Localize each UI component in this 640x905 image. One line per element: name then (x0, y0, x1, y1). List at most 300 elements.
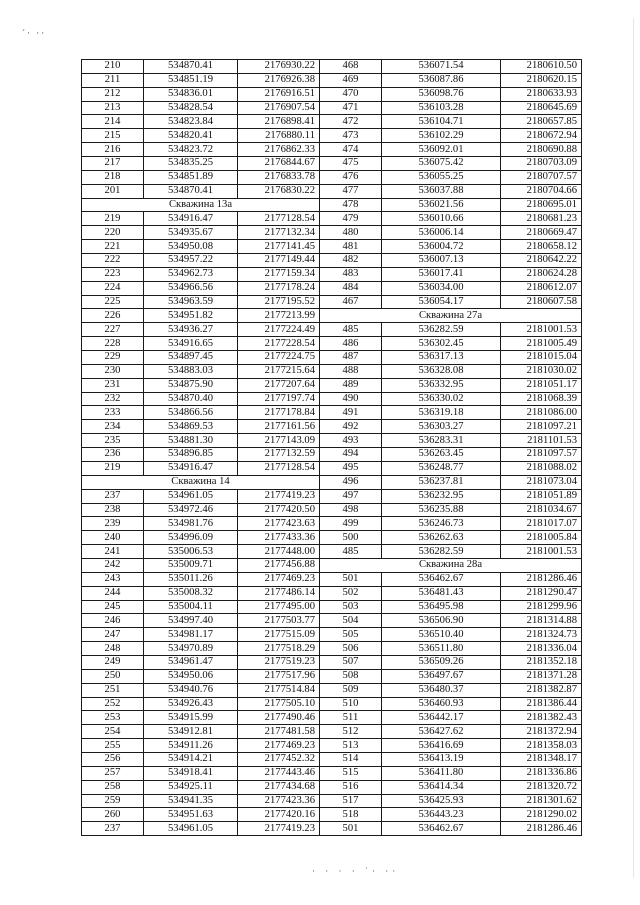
coordinate-y: 2181301.62 (501, 794, 582, 808)
coordinate-y: 2180610.50 (501, 60, 582, 74)
point-number: 218 (82, 170, 144, 184)
point-number: 486 (320, 337, 382, 351)
point-number: 491 (320, 406, 382, 420)
coordinate-row (320, 642, 582, 656)
coordinate-row (320, 475, 582, 489)
coordinate-y: 2181017.07 (501, 517, 582, 531)
coordinate-row (82, 420, 320, 434)
coordinate-row (82, 323, 320, 337)
coordinate-x: 534935.67 (144, 226, 238, 240)
coordinate-x: 536511.80 (382, 642, 501, 656)
coordinate-row (82, 655, 320, 669)
coordinate-y: 2177469.23 (238, 572, 320, 586)
point-number: 510 (320, 697, 382, 711)
coordinate-row (82, 267, 320, 281)
coordinate-x: 536102.29 (382, 129, 501, 143)
coordinate-row (320, 711, 582, 725)
coordinate-row (320, 655, 582, 669)
point-number: 469 (320, 73, 382, 87)
coordinate-y: 2177434.68 (238, 780, 320, 794)
point-number: 514 (320, 752, 382, 766)
coordinate-x: 536006.14 (382, 226, 501, 240)
coordinate-row (82, 794, 320, 808)
coordinate-row (82, 281, 320, 295)
point-number: 474 (320, 143, 382, 157)
point-number: 493 (320, 434, 382, 448)
coordinate-x: 534963.59 (144, 295, 238, 309)
point-number: 505 (320, 628, 382, 642)
coordinate-row (320, 406, 582, 420)
coordinate-y: 2181101.53 (501, 434, 582, 448)
point-number: 213 (82, 101, 144, 115)
coordinate-row (320, 461, 582, 475)
point-number: 223 (82, 267, 144, 281)
point-number: 259 (82, 794, 144, 808)
coordinate-y: 2181051.89 (501, 489, 582, 503)
section-header: Скважина 14 (82, 475, 320, 489)
coordinate-y: 2177420.16 (238, 808, 320, 822)
point-number: 235 (82, 434, 144, 448)
coordinate-x: 534897.45 (144, 351, 238, 365)
coordinate-y: 2177215.64 (238, 364, 320, 378)
coordinate-x: 536017.41 (382, 267, 501, 281)
coordinate-row (320, 822, 582, 836)
point-number: 492 (320, 420, 382, 434)
coordinate-row (82, 129, 320, 143)
coordinate-x: 536037.88 (382, 184, 501, 198)
coordinate-y: 2181290.47 (501, 586, 582, 600)
coordinate-y: 2177159.34 (238, 267, 320, 281)
coordinate-row (320, 752, 582, 766)
coordinate-y: 2177423.63 (238, 517, 320, 531)
coordinate-x: 534875.90 (144, 378, 238, 392)
coordinate-y: 2177505.10 (238, 697, 320, 711)
coordinate-y: 2181358.03 (501, 739, 582, 753)
point-number: 485 (320, 545, 382, 559)
coordinate-x: 534941.35 (144, 794, 238, 808)
coordinate-x: 535011.26 (144, 572, 238, 586)
coordinate-x: 534912.81 (144, 725, 238, 739)
coordinate-y: 2180707.57 (501, 170, 582, 184)
point-number: 210 (82, 60, 144, 74)
coordinate-row (82, 531, 320, 545)
coordinate-x: 536506.90 (382, 614, 501, 628)
point-number: 241 (82, 545, 144, 559)
point-number: 231 (82, 378, 144, 392)
coordinate-x: 534870.41 (144, 60, 238, 74)
coordinate-x: 534961.05 (144, 489, 238, 503)
coordinate-y: 2177224.75 (238, 351, 320, 365)
point-number: 497 (320, 489, 382, 503)
coordinate-y: 2181314.88 (501, 614, 582, 628)
point-number: 513 (320, 739, 382, 753)
coordinate-x: 536246.73 (382, 517, 501, 531)
coordinate-y: 2181015.04 (501, 351, 582, 365)
point-number: 246 (82, 614, 144, 628)
coordinate-x: 536103.28 (382, 101, 501, 115)
coordinate-y: 2181097.21 (501, 420, 582, 434)
coordinate-row (320, 198, 582, 212)
coordinate-x: 536510.40 (382, 628, 501, 642)
point-number: 515 (320, 766, 382, 780)
page-edge-line (633, 18, 634, 878)
point-number: 494 (320, 448, 382, 462)
coordinate-y: 2181097.57 (501, 448, 582, 462)
point-number: 516 (320, 780, 382, 794)
coordinate-row (82, 697, 320, 711)
coordinate-row (320, 60, 582, 74)
coordinate-x: 534970.89 (144, 642, 238, 656)
coordinate-x: 534896.85 (144, 448, 238, 462)
coordinate-y: 2180642.22 (501, 254, 582, 268)
coordinate-y: 2177490.46 (238, 711, 320, 725)
coordinate-y: 2176926.38 (238, 73, 320, 87)
coordinate-y: 2181086.00 (501, 406, 582, 420)
coordinate-row (320, 157, 582, 171)
coordinate-x: 534866.56 (144, 406, 238, 420)
coordinate-y: 2180633.93 (501, 87, 582, 101)
coordinate-row (320, 572, 582, 586)
coordinate-row (320, 254, 582, 268)
coordinate-x: 536302.45 (382, 337, 501, 351)
coordinate-row (82, 240, 320, 254)
point-number: 512 (320, 725, 382, 739)
point-number: 237 (82, 489, 144, 503)
coordinate-row (320, 420, 582, 434)
point-number: 489 (320, 378, 382, 392)
coordinate-x: 534916.47 (144, 212, 238, 226)
coordinate-row (82, 461, 320, 475)
coordinate-x: 534957.22 (144, 254, 238, 268)
coordinate-y: 2181372.94 (501, 725, 582, 739)
point-number: 482 (320, 254, 382, 268)
coordinate-row (82, 73, 320, 87)
point-number: 468 (320, 60, 382, 74)
coordinate-row (82, 170, 320, 184)
coordinate-row (320, 489, 582, 503)
coordinate-x: 536416.69 (382, 739, 501, 753)
coordinate-y: 2180658.12 (501, 240, 582, 254)
coordinates-table-right (319, 59, 582, 836)
coordinate-x: 536332.95 (382, 378, 501, 392)
point-number: 220 (82, 226, 144, 240)
coordinate-x: 536004.72 (382, 240, 501, 254)
coordinate-row (82, 766, 320, 780)
coordinate-y: 2181005.84 (501, 531, 582, 545)
point-number: 473 (320, 129, 382, 143)
coordinate-row (320, 101, 582, 115)
point-number: 499 (320, 517, 382, 531)
coordinate-y: 2180657.85 (501, 115, 582, 129)
coordinate-y: 2181382.87 (501, 683, 582, 697)
coordinate-x: 534851.19 (144, 73, 238, 87)
coordinate-x: 536098.76 (382, 87, 501, 101)
coordinate-y: 2177143.09 (238, 434, 320, 448)
coordinate-x: 534916.47 (144, 461, 238, 475)
coordinate-x: 534823.72 (144, 143, 238, 157)
coordinate-y: 2177195.52 (238, 295, 320, 309)
coordinate-y: 2177419.23 (238, 489, 320, 503)
coordinate-x: 534869.53 (144, 420, 238, 434)
point-number: 471 (320, 101, 382, 115)
coordinate-y: 2181034.67 (501, 503, 582, 517)
coordinate-y: 2177419.23 (238, 822, 320, 836)
coordinate-y: 2181051.17 (501, 378, 582, 392)
coordinate-row (82, 739, 320, 753)
point-number: 495 (320, 461, 382, 475)
coordinate-y: 2177518.29 (238, 642, 320, 656)
coordinate-x: 534916.65 (144, 337, 238, 351)
coordinate-x: 536427.62 (382, 725, 501, 739)
coordinate-row (82, 600, 320, 614)
coordinate-y: 2181382.43 (501, 711, 582, 725)
coordinate-row (82, 683, 320, 697)
coordinate-y: 2181088.02 (501, 461, 582, 475)
coordinate-y: 2177161.56 (238, 420, 320, 434)
point-number: 504 (320, 614, 382, 628)
coordinate-y: 2176844.67 (238, 157, 320, 171)
point-number: 237 (82, 822, 144, 836)
coordinate-y: 2177517.96 (238, 669, 320, 683)
point-number: 481 (320, 240, 382, 254)
coordinate-y: 2177486.14 (238, 586, 320, 600)
coordinate-y: 2180703.09 (501, 157, 582, 171)
coordinate-row (320, 267, 582, 281)
point-number: 239 (82, 517, 144, 531)
coordinate-row (82, 808, 320, 822)
point-number: 509 (320, 683, 382, 697)
coordinate-x: 534950.06 (144, 669, 238, 683)
coordinate-x: 534940.76 (144, 683, 238, 697)
coordinate-x: 536007.13 (382, 254, 501, 268)
coordinate-y: 2177495.00 (238, 600, 320, 614)
coordinate-row (82, 752, 320, 766)
coordinate-x: 536282.59 (382, 323, 501, 337)
point-number: 502 (320, 586, 382, 600)
coordinate-x: 534951.82 (144, 309, 238, 323)
coordinate-x: 536480.37 (382, 683, 501, 697)
coordinate-x: 536462.67 (382, 572, 501, 586)
coordinate-x: 534936.27 (144, 323, 238, 337)
coordinate-x: 536263.45 (382, 448, 501, 462)
point-number: 487 (320, 351, 382, 365)
coordinate-row (320, 73, 582, 87)
coordinate-y: 2181290.02 (501, 808, 582, 822)
coordinate-row (320, 295, 582, 309)
coordinate-row (320, 683, 582, 697)
coordinate-row (320, 434, 582, 448)
point-number: 230 (82, 364, 144, 378)
point-number: 517 (320, 794, 382, 808)
coordinate-x: 536034.00 (382, 281, 501, 295)
coordinate-y: 2181352.18 (501, 655, 582, 669)
coordinate-row (82, 115, 320, 129)
coordinate-y: 2181299.96 (501, 600, 582, 614)
coordinate-row (82, 226, 320, 240)
coordinate-x: 536414.34 (382, 780, 501, 794)
point-number: 240 (82, 531, 144, 545)
coordinate-x: 534950.08 (144, 240, 238, 254)
coordinate-y: 2180645.69 (501, 101, 582, 115)
coordinate-row (82, 669, 320, 683)
section-header-row (320, 558, 582, 572)
coordinate-x: 536413.19 (382, 752, 501, 766)
coordinate-y: 2177128.54 (238, 212, 320, 226)
coordinate-x: 536054.17 (382, 295, 501, 309)
point-number: 498 (320, 503, 382, 517)
point-number: 228 (82, 337, 144, 351)
point-number: 483 (320, 267, 382, 281)
coordinate-y: 2177519.23 (238, 655, 320, 669)
coordinate-x: 534915.99 (144, 711, 238, 725)
point-number: 236 (82, 448, 144, 462)
coordinate-row (320, 628, 582, 642)
coordinate-y: 2181005.49 (501, 337, 582, 351)
coordinate-row (82, 448, 320, 462)
point-number: 201 (82, 184, 144, 198)
coordinate-y: 2177456.88 (238, 558, 320, 572)
coordinate-y: 2176898.41 (238, 115, 320, 129)
coordinate-row (82, 572, 320, 586)
coordinates-table-left (81, 59, 320, 836)
coordinate-y: 2176930.22 (238, 60, 320, 74)
point-number: 234 (82, 420, 144, 434)
coordinate-y: 2177514.84 (238, 683, 320, 697)
coordinate-y: 2177503.77 (238, 614, 320, 628)
coordinate-y: 2181001.53 (501, 323, 582, 337)
point-number: 232 (82, 392, 144, 406)
coordinate-row (82, 87, 320, 101)
coordinate-row (320, 517, 582, 531)
coordinate-x: 536087.86 (382, 73, 501, 87)
coordinate-y: 2176830.22 (238, 184, 320, 198)
coordinate-x: 536443.23 (382, 808, 501, 822)
coordinate-row (82, 101, 320, 115)
coordinate-x: 536460.93 (382, 697, 501, 711)
point-number: 243 (82, 572, 144, 586)
coordinate-x: 536055.25 (382, 170, 501, 184)
point-number: 215 (82, 129, 144, 143)
coordinate-x: 536092.01 (382, 143, 501, 157)
coordinate-row (320, 697, 582, 711)
coordinate-row (320, 351, 582, 365)
point-number: 476 (320, 170, 382, 184)
coordinate-y: 2177420.50 (238, 503, 320, 517)
point-number: 248 (82, 642, 144, 656)
section-header-row (320, 309, 582, 323)
coordinate-y: 2177132.34 (238, 226, 320, 240)
point-number: 470 (320, 87, 382, 101)
coordinate-y: 2177128.54 (238, 461, 320, 475)
point-number: 480 (320, 226, 382, 240)
coordinate-y: 2181371.28 (501, 669, 582, 683)
coordinate-y: 2180672.94 (501, 129, 582, 143)
coordinate-y: 2181336.04 (501, 642, 582, 656)
section-header-row (82, 475, 320, 489)
coordinate-y: 2177197.74 (238, 392, 320, 406)
coordinate-y: 2177433.36 (238, 531, 320, 545)
coordinate-row (320, 143, 582, 157)
coordinate-x: 535004.11 (144, 600, 238, 614)
coordinate-row (82, 254, 320, 268)
coordinate-y: 2177213.99 (238, 309, 320, 323)
coordinate-x: 534966.56 (144, 281, 238, 295)
point-number: 478 (320, 198, 382, 212)
point-number: 503 (320, 600, 382, 614)
coordinate-row (320, 115, 582, 129)
coordinate-row (82, 434, 320, 448)
point-number: 254 (82, 725, 144, 739)
coordinate-y: 2181386.44 (501, 697, 582, 711)
coordinate-x: 536497.67 (382, 669, 501, 683)
coordinate-x: 534870.40 (144, 392, 238, 406)
coordinate-x: 536509.26 (382, 655, 501, 669)
point-number: 488 (320, 364, 382, 378)
coordinate-y: 2181030.02 (501, 364, 582, 378)
point-number: 252 (82, 697, 144, 711)
coordinate-row (82, 295, 320, 309)
coordinate-row (320, 448, 582, 462)
coordinate-y: 2180620.15 (501, 73, 582, 87)
coordinate-x: 536283.31 (382, 434, 501, 448)
coordinate-y: 2177132.59 (238, 448, 320, 462)
coordinate-y: 2180704.66 (501, 184, 582, 198)
point-number: 501 (320, 572, 382, 586)
coordinate-row (82, 780, 320, 794)
coordinates-table-right-body (320, 60, 582, 836)
coordinate-row (320, 323, 582, 337)
coordinate-x: 534918.41 (144, 766, 238, 780)
coordinate-row (320, 808, 582, 822)
coordinate-x: 536232.95 (382, 489, 501, 503)
coordinate-row (320, 240, 582, 254)
coordinate-row (82, 558, 320, 572)
coordinate-y: 2180695.01 (501, 198, 582, 212)
coordinate-x: 536317.13 (382, 351, 501, 365)
coordinate-x: 536330.02 (382, 392, 501, 406)
point-number: 224 (82, 281, 144, 295)
coordinate-row (82, 503, 320, 517)
point-number: 219 (82, 461, 144, 475)
coordinate-row (82, 489, 320, 503)
coordinate-x: 534997.40 (144, 614, 238, 628)
coordinate-y: 2176833.78 (238, 170, 320, 184)
coordinate-row (82, 725, 320, 739)
coordinate-x: 536237.81 (382, 475, 501, 489)
coordinate-y: 2181068.39 (501, 392, 582, 406)
coordinate-row (320, 281, 582, 295)
point-number: 518 (320, 808, 382, 822)
coordinate-row (320, 378, 582, 392)
coordinate-y: 2177224.49 (238, 323, 320, 337)
coordinate-row (320, 531, 582, 545)
point-number: 244 (82, 586, 144, 600)
coordinate-row (82, 60, 320, 74)
point-number: 508 (320, 669, 382, 683)
coordinate-y: 2181001.53 (501, 545, 582, 559)
point-number: 479 (320, 212, 382, 226)
coordinate-x: 536104.71 (382, 115, 501, 129)
coordinate-y: 2176862.33 (238, 143, 320, 157)
point-number: 226 (82, 309, 144, 323)
coordinate-row (82, 642, 320, 656)
coordinate-x: 534820.41 (144, 129, 238, 143)
coordinate-y: 2177452.32 (238, 752, 320, 766)
coordinate-row (320, 739, 582, 753)
point-number: 212 (82, 87, 144, 101)
coordinate-row (82, 406, 320, 420)
coordinate-x: 534828.54 (144, 101, 238, 115)
